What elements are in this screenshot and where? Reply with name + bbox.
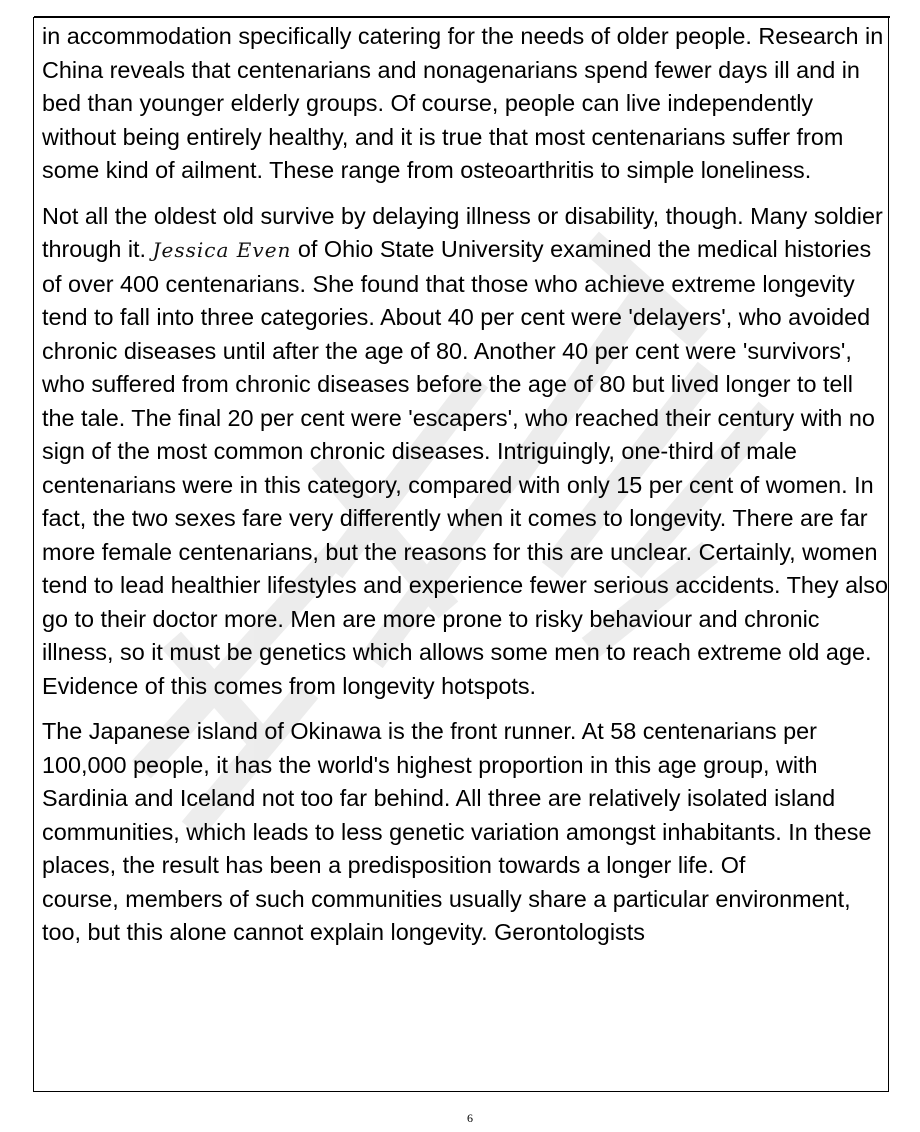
paragraph: in accommodation specifically catering for the needs of older people. Research in China reveals that centenarians and nonagenarians spend fewer days ill and in bed than younger elderly groups. Of course, people can live independently without being entirely healthy, and it is true that most centenarians suffer from some kind of ailment. These range from osteoarthritis to simple loneliness. — [42, 23, 884, 183]
researcher-name: Jessica Even — [152, 238, 292, 262]
page-number: 6 — [467, 1111, 473, 1125]
body-text — [42, 20, 888, 950]
paragraph: The Japanese island of Okinawa is the front runner. At 58 centenarians per 100,000 people, it has the world's highest proportion in this age group, with Sardinia and Iceland not too far behind. All three are relatively isolated island communities, which leads to less genetic variation amongst inhabitants. In these places, the result has been a predisposition towards a longer life. Of — [42, 718, 872, 878]
text-run: Not all the oldest old survive by delaying illness or disability, though. Many soldier through it. — [42, 202, 883, 262]
paragraph: course, members of such communities usually share a particular environment, too, but this alone cannot explain longevity. Gerontologists — [42, 885, 851, 945]
text-run: of Ohio State University examined the medical histories of over 400 centenarians. She found that those who achieve extreme longevity tend to fall into three categories. About 40 per cent were 'delayers', who avoided chronic diseases until after the age of 80. Another 40 per cent were 'survivors', who suffered from chronic diseases before the age of 80 but lived longer to tell the tale. The final 20 per cent were 'escapers', who reached their century with no sign of the most common chronic diseases. Intriguingly, one-third of male centenarians were in this category, compared with only 15 per cent of women. In fact, the two sexes fare very differently when it comes to longevity. There are far more female centenarians, but the reasons for this are unclear. Certainly, women tend to lead healthier lifestyles and experience fewer serious accidents. They also go to their doctor more. Men are more prone to risky behaviour and chronic illness, so it must be genetics which allows some men to reach extreme old age. Evidence of this comes from longevity hotspots. — [42, 236, 889, 699]
paragraph — [42, 200, 888, 704]
